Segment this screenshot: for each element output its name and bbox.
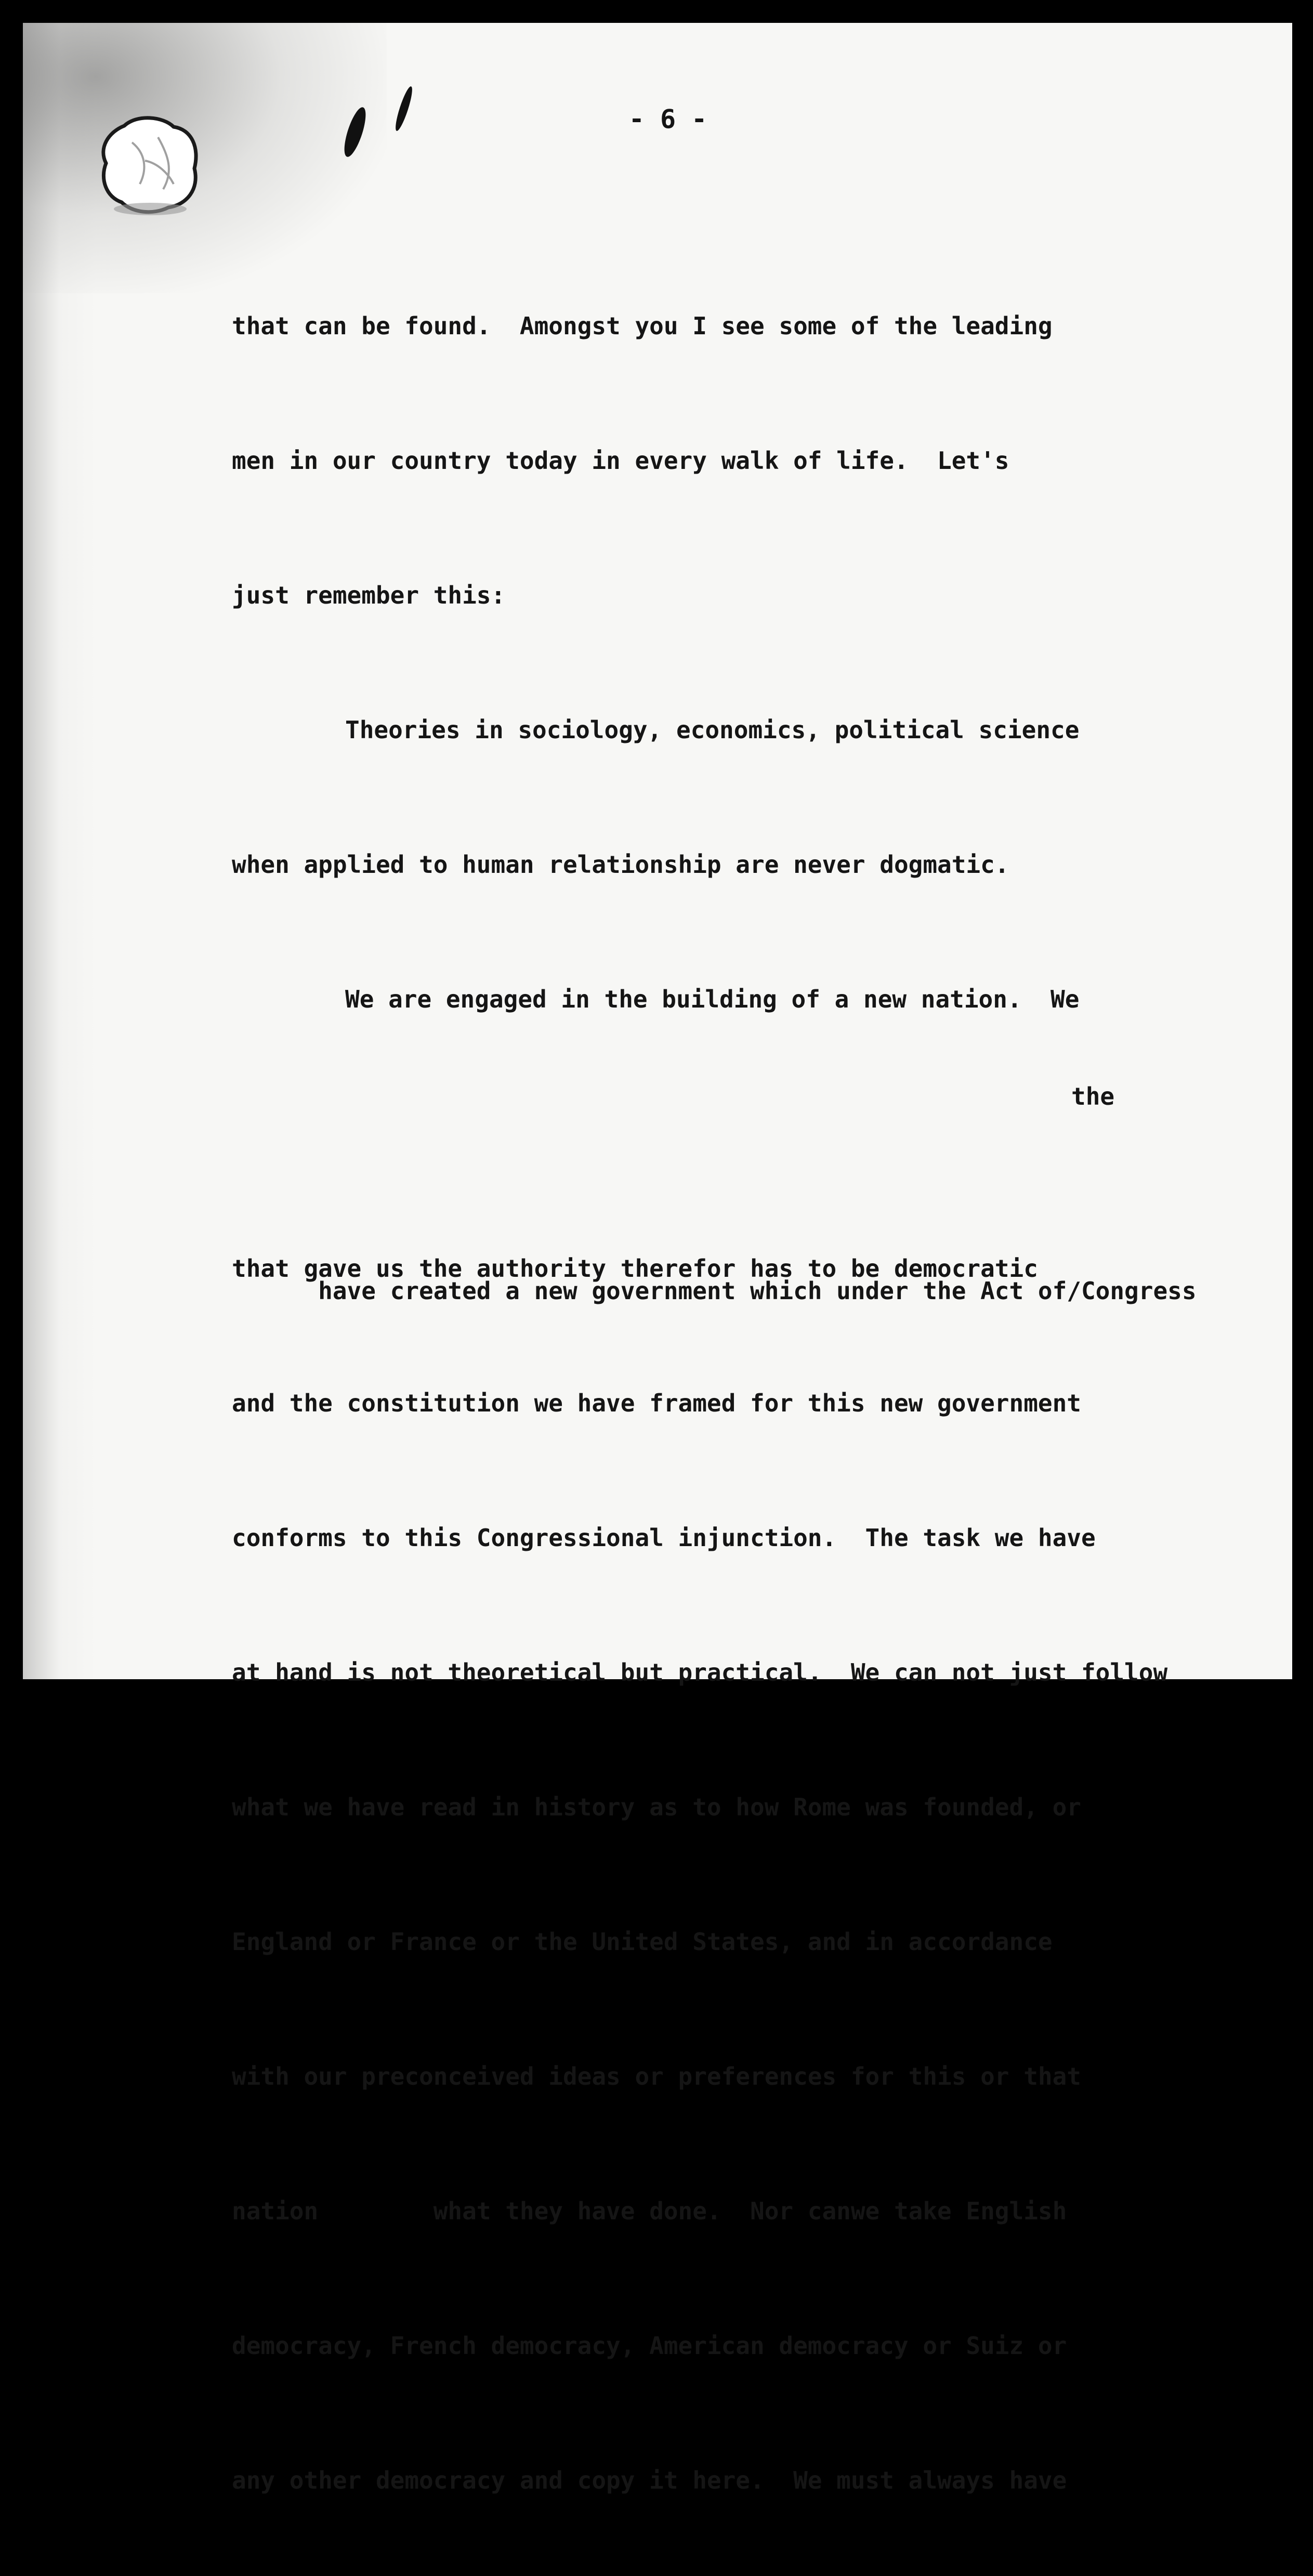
text-line: democracy, French democracy, American democracy or Suiz or bbox=[232, 2332, 1067, 2360]
text-line: and the constitution we have framed for this new government bbox=[232, 1389, 1081, 1417]
text-line: with our preconceived ideas or preferences for this or that bbox=[232, 2062, 1081, 2090]
text-line: have created a new government which under the Act of/Congress bbox=[318, 1277, 1197, 1305]
text-line: men in our country today in every walk of life. Let's bbox=[232, 447, 1009, 475]
text-line: at hand is not theoretical but practical. We can not just follow bbox=[232, 1658, 1168, 1686]
text-line: We are engaged in the building of a new nation. We bbox=[345, 985, 1080, 1013]
text-line: that gave us the authority therefor has to be democratic bbox=[232, 1254, 1038, 1283]
text-line: England or France or the United States, and in accordance bbox=[232, 1928, 1053, 1956]
text-line: that can be found. Amongst you I see some of the leading bbox=[232, 312, 1053, 340]
document-page bbox=[23, 23, 1292, 2494]
text-line: nation what they have done. Nor canwe take English bbox=[232, 2197, 1067, 2225]
text-line: Theories in sociology, economics, political science bbox=[345, 716, 1080, 744]
text-line: just remember this: bbox=[232, 581, 506, 609]
typewritten-body bbox=[232, 231, 1197, 2576]
text-line: any other democracy and copy it here. We must always have bbox=[232, 2466, 1067, 2494]
text-line: when applied to human relationship are never dogmatic. bbox=[232, 851, 1009, 879]
inserted-word: the bbox=[1071, 1082, 1115, 1110]
page-number: - 6 - bbox=[628, 104, 707, 134]
text-line: conforms to this Congressional injunction. The task we have bbox=[232, 1524, 1096, 1552]
text-line: what we have read in history as to how Rome was founded, or bbox=[232, 1793, 1081, 1821]
